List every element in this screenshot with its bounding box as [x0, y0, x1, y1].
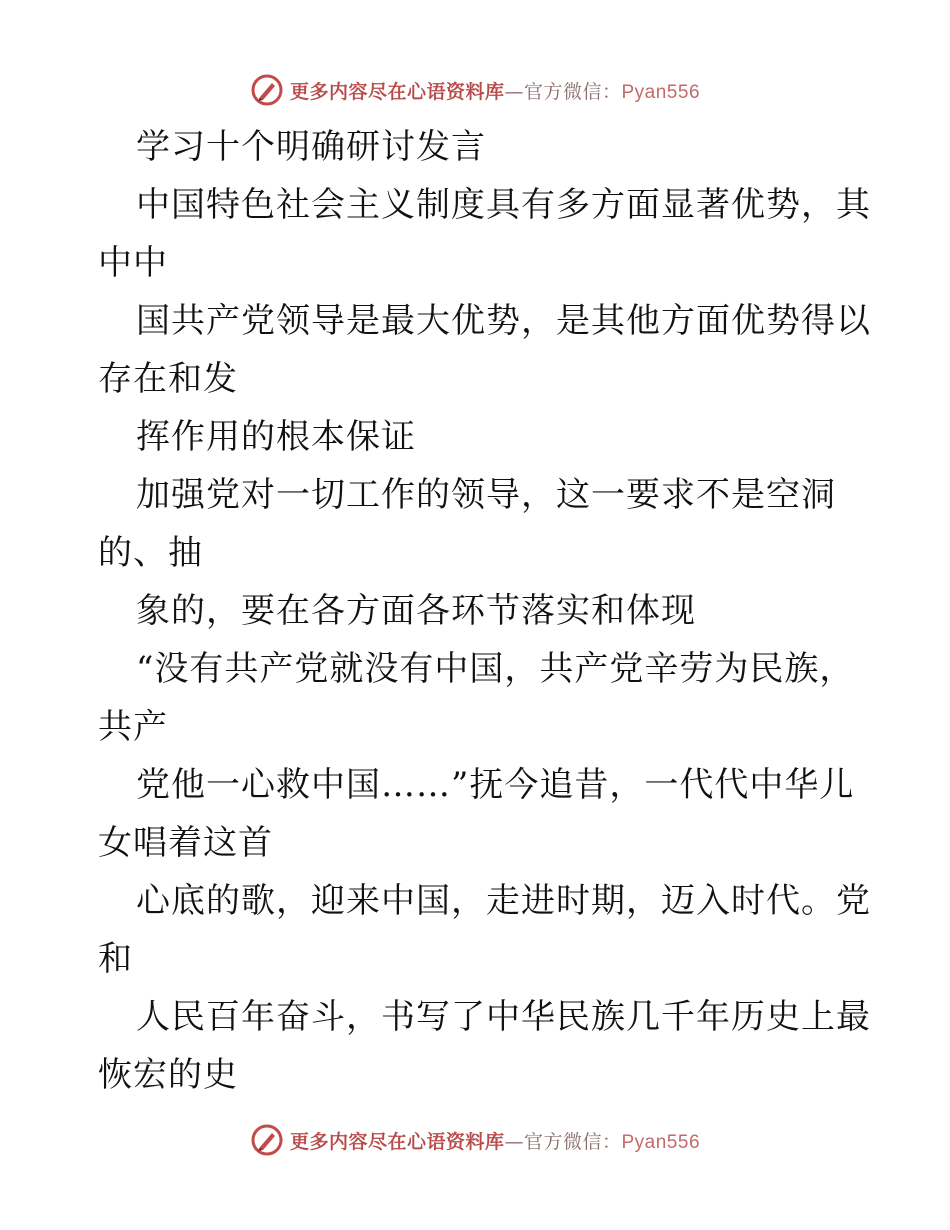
- text-line: 共产: [98, 707, 168, 747]
- watermark-wechat-label: 官方微信：: [523, 1130, 622, 1153]
- pen-logo-icon: [250, 1123, 284, 1157]
- pen-logo-icon: [250, 73, 284, 107]
- text-line: 和: [98, 939, 133, 979]
- text-line: 学习十个明确研讨发言: [136, 127, 486, 167]
- text-line: 存在和发: [98, 359, 238, 399]
- text-line: 象的，要在各方面各环节落实和体现: [136, 591, 696, 631]
- watermark-text: [290, 77, 700, 104]
- watermark-main: 更多内容尽在心语资料库: [289, 80, 505, 103]
- watermark-wechat-id: Pyan556: [621, 1131, 701, 1153]
- watermark-dash: —: [504, 1130, 524, 1153]
- text-line: 中中: [98, 243, 168, 283]
- text-line: 心底的歌，迎来中国，走进时期，迈入时代。党: [136, 881, 871, 921]
- watermark-main: 更多内容尽在心语资料库: [289, 1130, 505, 1153]
- text-line: 人民百年奋斗，书写了中华民族几千年历史上最: [136, 997, 871, 1037]
- text-line: 中国特色社会主义制度具有多方面显著优势，其: [136, 185, 871, 225]
- text-line: 恢宏的史: [98, 1055, 238, 1095]
- footer-watermark-banner: [0, 1120, 950, 1160]
- text-line: 挥作用的根本保证: [136, 417, 416, 457]
- watermark-dash: —: [504, 80, 524, 103]
- text-line: “没有共产党就没有中国，共产党辛劳为民族，: [136, 649, 855, 689]
- text-line: 国共产党领导是最大优势，是其他方面优势得以: [136, 301, 871, 341]
- text-line: 的、抽: [98, 533, 203, 573]
- document-body: [98, 118, 871, 1104]
- watermark-text: [290, 1127, 700, 1154]
- text-line: 党他一心救中国……”抚今追昔，一代代中华儿: [136, 765, 855, 805]
- watermark-wechat-label: 官方微信：: [523, 80, 622, 103]
- watermark-wechat-id: Pyan556: [621, 81, 701, 103]
- header-watermark-banner: [0, 70, 950, 110]
- text-line: 加强党对一切工作的领导，这一要求不是空洞: [136, 475, 836, 515]
- text-line: 女唱着这首: [98, 823, 273, 863]
